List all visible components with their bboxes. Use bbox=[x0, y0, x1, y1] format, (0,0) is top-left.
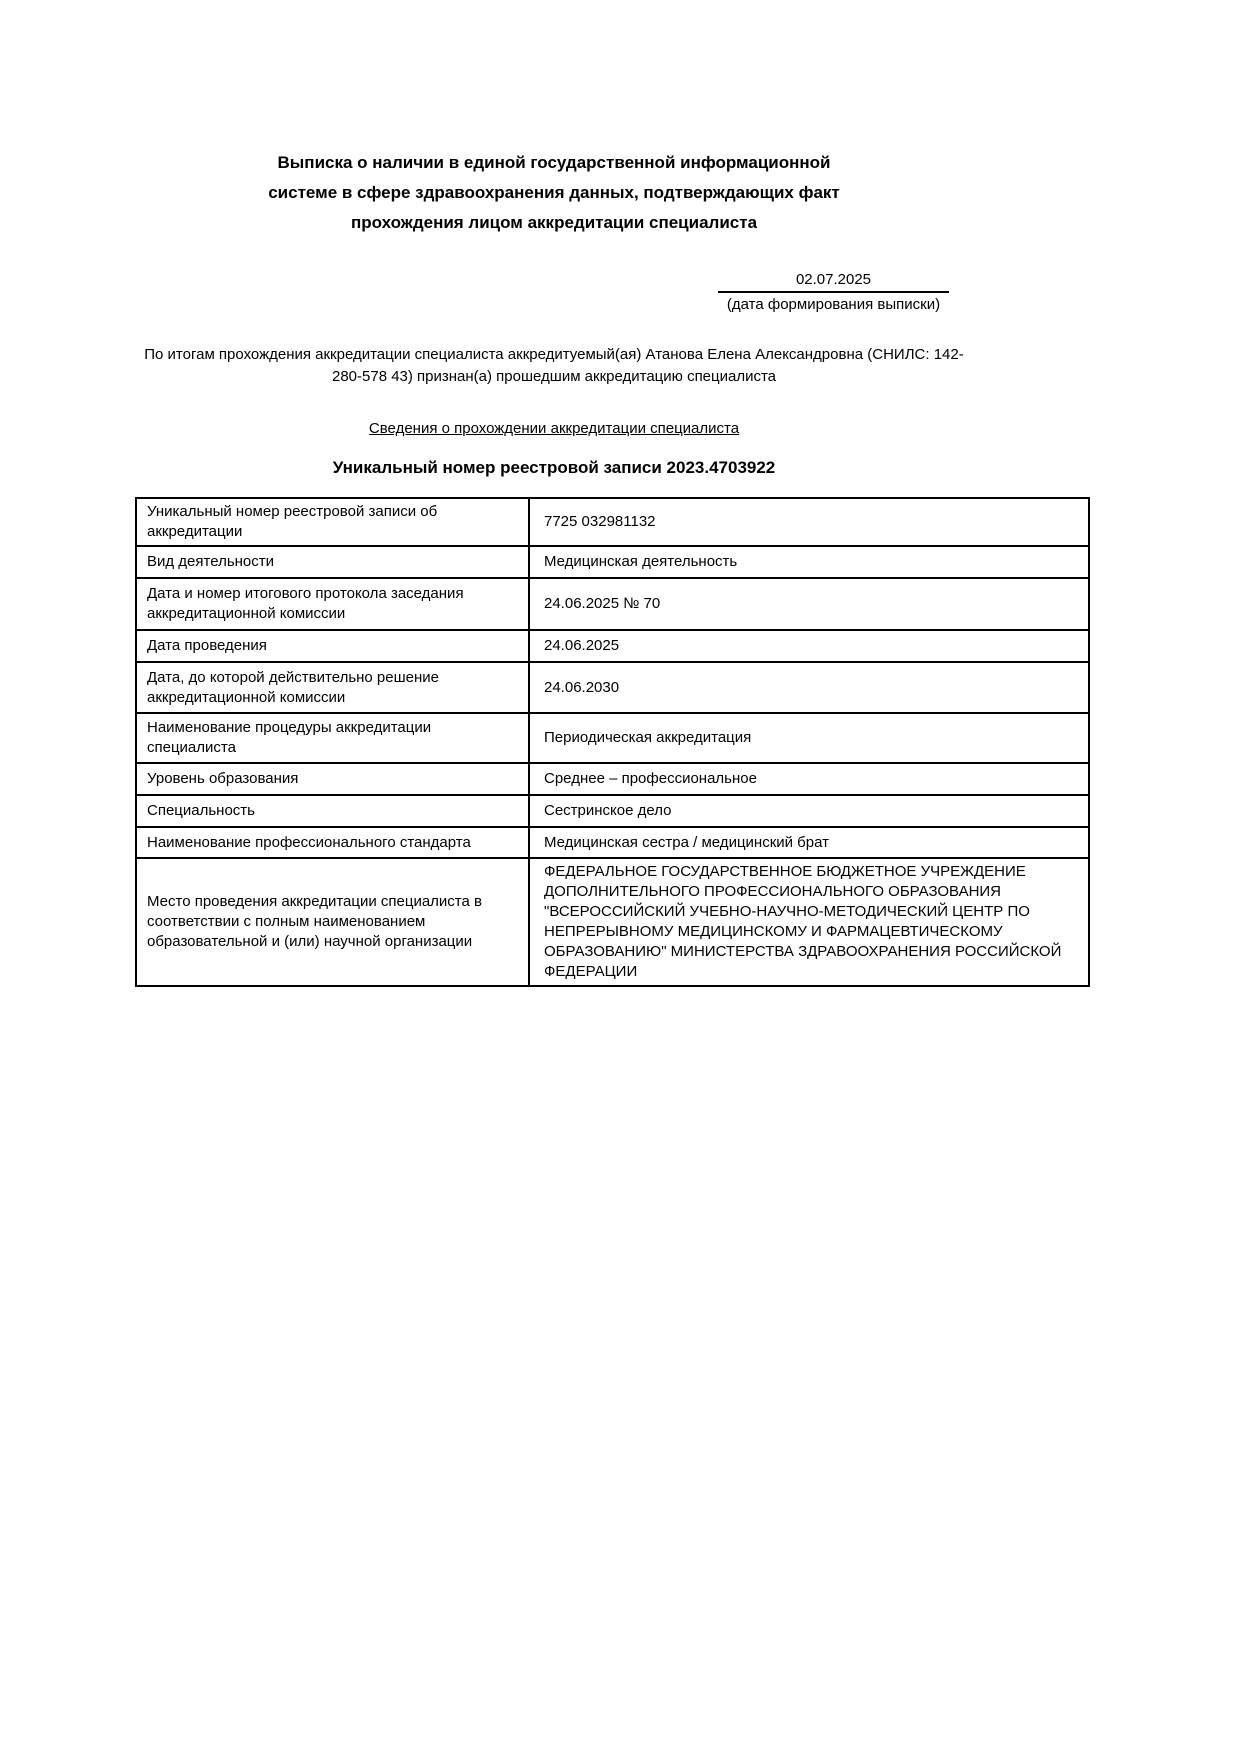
document-title-text: Выписка о наличии в единой государственной информационной системе в сфере здравоохранения данных, подтверждающих факт прохождения лицом аккредитации специалиста bbox=[268, 153, 840, 232]
row-label-cell: Наименование процедуры аккредитации специалиста bbox=[136, 713, 529, 763]
row-label-cell: Место проведения аккредитации специалиста в соответствии с полным наименованием образовательной и (или) научной организации bbox=[136, 858, 529, 986]
accreditation-table bbox=[135, 497, 1090, 987]
row-value-cell: 24.06.2030 bbox=[529, 662, 1089, 713]
accreditation-table-body bbox=[136, 498, 1089, 986]
row-value-cell: 24.06.2025 bbox=[529, 630, 1089, 662]
row-label-cell: Уникальный номер реестровой записи об аккредитации bbox=[136, 498, 529, 546]
row-value-cell: Среднее – профессиональное bbox=[529, 763, 1089, 795]
row-label-cell: Специальность bbox=[136, 795, 529, 827]
table-row bbox=[136, 662, 1089, 713]
row-value-cell: 7725 032981132 bbox=[529, 498, 1089, 546]
row-label-cell: Наименование профессионального стандарта bbox=[136, 827, 529, 858]
row-label-cell: Дата, до которой действительно решение аккредитационной комиссии bbox=[136, 662, 529, 713]
row-value-cell: 24.06.2025 № 70 bbox=[529, 578, 1089, 630]
row-label-cell: Дата и номер итогового протокола заседания аккредитационной комиссии bbox=[136, 578, 529, 630]
section-heading: Сведения о прохождении аккредитации специалиста bbox=[368, 420, 740, 437]
row-value-cell: Медицинская сестра / медицинский брат bbox=[529, 827, 1089, 858]
table-row bbox=[136, 763, 1089, 795]
row-value-cell: Периодическая аккредитация bbox=[529, 713, 1089, 763]
table-row bbox=[136, 578, 1089, 630]
issue-date-block bbox=[718, 270, 949, 314]
row-label-cell: Дата проведения bbox=[136, 630, 529, 662]
document-title bbox=[135, 148, 973, 238]
registry-number-heading: Уникальный номер реестровой записи 2023.4703922 bbox=[332, 458, 776, 477]
row-label-cell: Уровень образования bbox=[136, 763, 529, 795]
row-label-cell: Вид деятельности bbox=[136, 546, 529, 578]
table-row bbox=[136, 630, 1089, 662]
summary-paragraph: По итогам прохождения аккредитации специалиста аккредитуемый(ая) Атанова Елена Александровна (СНИЛС: 142-280-578 43) признан(а) прошедшим аккредитацию специалиста bbox=[144, 346, 964, 385]
table-row bbox=[136, 827, 1089, 858]
row-value-cell: ФЕДЕРАЛЬНОЕ ГОСУДАРСТВЕННОЕ БЮДЖЕТНОЕ УЧРЕЖДЕНИЕ ДОПОЛНИТЕЛЬНОГО ПРОФЕССИОНАЛЬНОГО ОБРАЗОВАНИЯ "ВСЕРОССИЙСКИЙ УЧЕБНО-НАУЧНО-МЕТОДИЧЕСКИЙ ЦЕНТР ПО НЕПРЕРЫВНОМУ МЕДИЦИНСКОМУ И ФАРМАЦЕВТИЧЕСКОМУ ОБРАЗОВАНИЮ" МИНИСТЕРСТВА ЗДРАВООХРАНЕНИЯ РОССИЙСКОЙ ФЕДЕРАЦИИ bbox=[529, 858, 1089, 986]
row-value-cell: Сестринское дело bbox=[529, 795, 1089, 827]
table-row bbox=[136, 858, 1089, 986]
issue-date-caption: (дата формирования выписки) bbox=[726, 296, 941, 313]
row-value-cell: Медицинская деятельность bbox=[529, 546, 1089, 578]
table-row bbox=[136, 546, 1089, 578]
table-row bbox=[136, 498, 1089, 546]
table-row bbox=[136, 795, 1089, 827]
issue-date-value: 02.07.2025 bbox=[718, 270, 949, 293]
table-row bbox=[136, 713, 1089, 763]
